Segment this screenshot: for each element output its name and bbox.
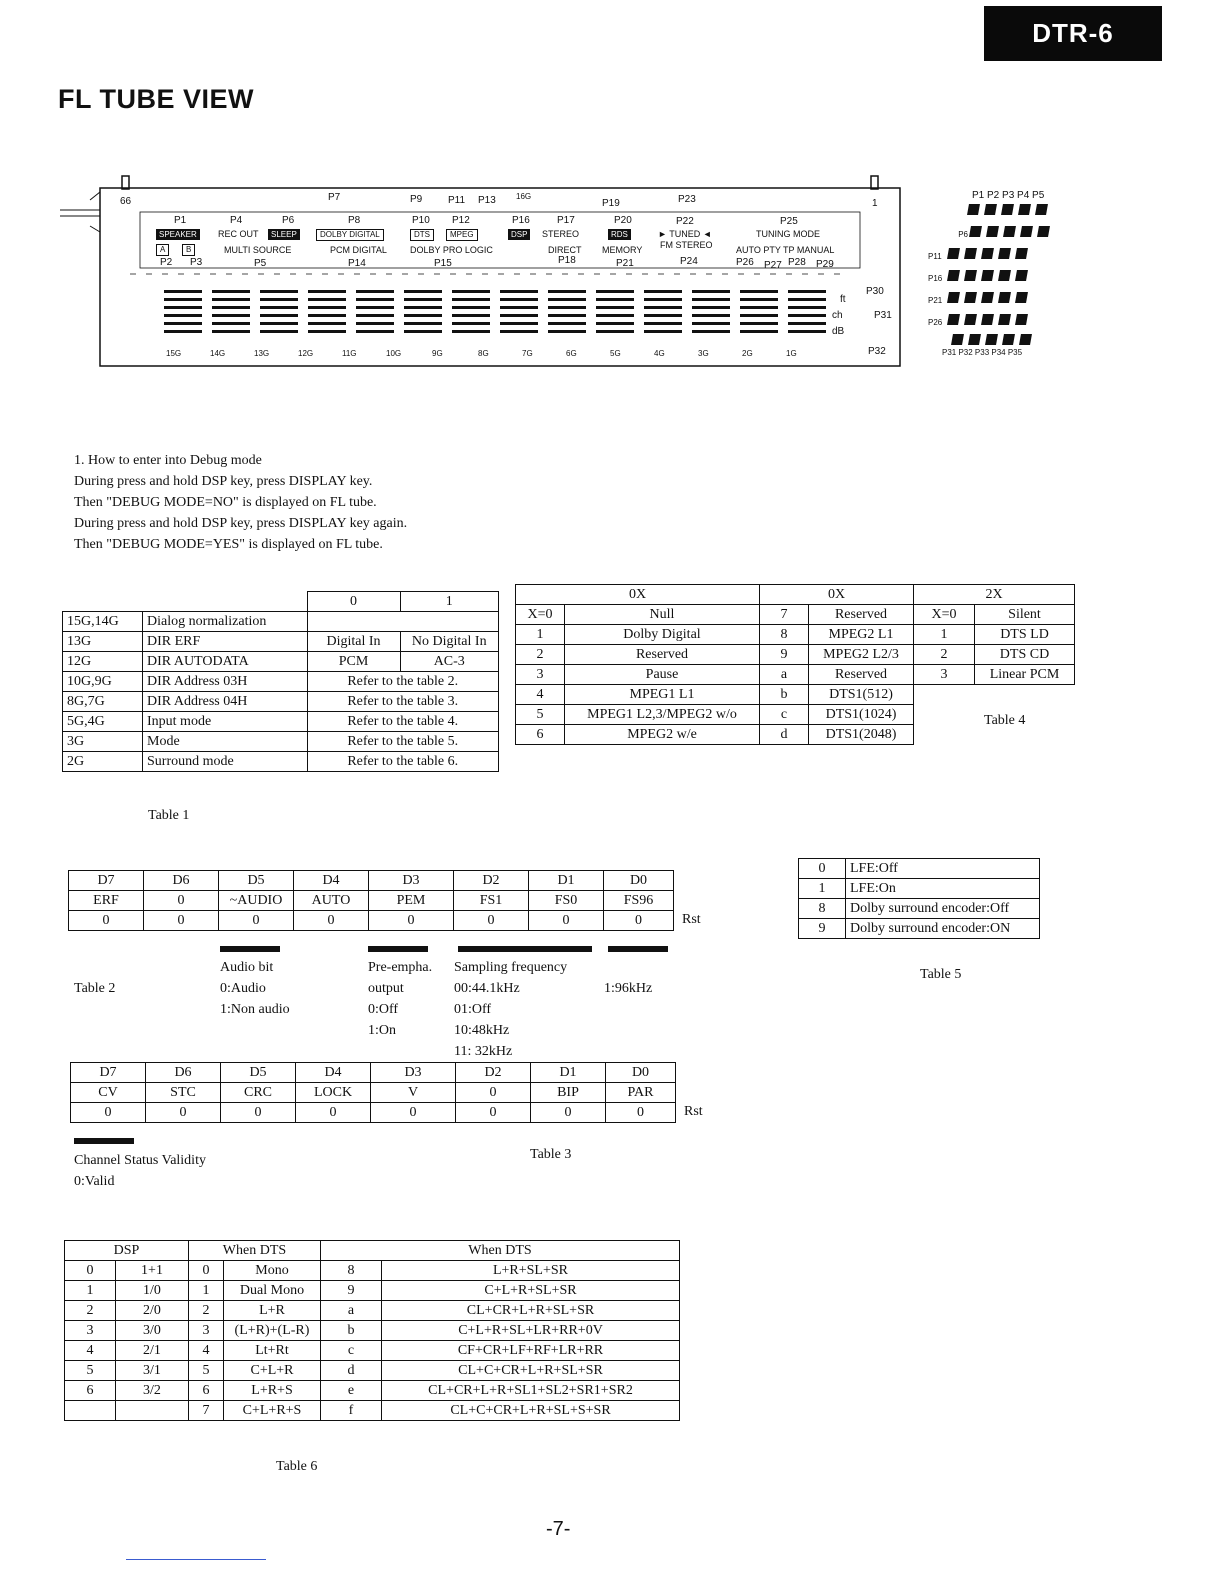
table-row: 3G Mode Refer to the table 5. [63,732,499,752]
table-row: 5 3/1 5 C+L+R d CL+C+CR+L+R+SL+SR [65,1361,680,1381]
pin-label: P7 [328,192,341,203]
pin-label: P13 [478,195,496,206]
pin-label: P28 [788,257,806,268]
table-row: ERF 0 ~AUDIO AUTO PEM FS1 FS0 FS96 [69,891,674,911]
table-1-caption: Table 1 [148,808,190,823]
pin-label: P24 [680,256,698,267]
table-2-caption: Table 2 [74,981,116,996]
pin-label: P20 [614,215,632,226]
grid-label: 9G [432,349,443,358]
grid-label: 7G [522,349,533,358]
pin-label: P32 [868,346,886,357]
instruction-line: 1. How to enter into Debug mode [74,453,262,468]
grid-row: P6 [928,226,1055,240]
grid-row: P26 [928,314,1033,328]
rst-label: Rst [684,1104,703,1119]
table-row: 0X 0X 2X [516,585,1075,605]
fs96-bar [608,946,668,952]
table-row: 5G,4G Input mode Refer to the table 4. [63,712,499,732]
table-row: DSP When DTS When DTS [65,1241,680,1261]
pin-label: P27 [764,260,782,271]
grid-label: 11G [342,349,357,358]
pin-label: 16G [516,192,532,201]
grid-top-labels: P1 P2 P3 P4 P5 [972,190,1045,201]
direct-label: DIRECT [548,245,582,255]
grid-label: 8G [478,349,489,358]
left-pin-number: 66 [120,196,132,207]
pin-label: P8 [348,215,361,226]
table-row: D7 D6 D5 D4 D3 D2 D1 D0 [71,1063,676,1083]
unit-label: dB [832,326,845,337]
grid-label: 15G [166,349,182,358]
pin-label: P17 [557,215,575,226]
table-row: 13G DIR ERF Digital In No Digital In [63,632,499,652]
grid-label: 5G [610,349,621,358]
table-row: X=0 Null 7 Reserved X=0 Silent [516,605,1075,625]
table-6 [64,1240,680,1421]
pin-label: P15 [434,258,452,269]
pin-label: P1 [174,215,187,226]
pin-label: P9 [410,194,423,205]
instruction-line: Then "DEBUG MODE=YES" is displayed on FL tube. [74,537,383,552]
table-row: 6 MPEG2 w/e d DTS1(2048) [516,725,1075,745]
pin-label: P18 [558,255,576,266]
grid-label: 10G [386,349,402,358]
rec-out-label: REC OUT [218,229,259,239]
table-row: 2G Surround mode Refer to the table 6. [63,752,499,772]
table-row: 0 0 0 0 0 0 0 0 [69,911,674,931]
pin-label: P12 [452,215,470,226]
table-row: 9 Dolby surround encoder:ON [799,919,1040,939]
table-row: 15G,14G Dialog normalization [63,612,499,632]
dolby-digital-indicator: DOLBY DIGITAL [316,229,384,241]
grid-label: 3G [698,349,709,358]
table-row: 8G,7G DIR Address 04H Refer to the table 3. [63,692,499,712]
pin-label: P22 [676,216,694,227]
table-row: 1 1/0 1 Dual Mono 9 C+L+R+SL+SR [65,1281,680,1301]
dsp-indicator: DSP [508,229,530,240]
grid-row: P11 [928,248,1033,262]
pin-label: P4 [230,215,243,226]
table-row: 7 C+L+R+S f CL+C+CR+L+R+SL+S+SR [65,1401,680,1421]
audio-bit-bar [220,946,280,952]
table-2 [68,870,674,931]
table-row: 6 3/2 6 L+R+S e CL+CR+L+R+SL1+SL2+SR1+SR2 [65,1381,680,1401]
unit-label: ch [832,310,843,321]
grid-row: P21 [928,292,1033,306]
table-row: 0 0 0 0 0 0 0 0 [71,1103,676,1123]
table-row: 4 MPEG1 L1 b DTS1(512) [516,685,1075,705]
table-row: 5 MPEG1 L2,3/MPEG2 w/o c DTS1(1024) [516,705,1075,725]
fs96-note: 1:96kHz [604,981,653,996]
table-row: 8 Dolby surround encoder:Off [799,899,1040,919]
table-5 [798,858,1040,939]
rds-indicator: RDS [608,229,631,240]
table-row: 12G DIR AUTODATA PCM AC-3 [63,652,499,672]
table-row: 3 3/0 3 (L+R)+(L-R) b C+L+R+SL+LR+RR+0V [65,1321,680,1341]
segment-grid-map [928,190,1088,365]
table-3-caption: Table 3 [530,1147,572,1162]
table-1 [62,591,499,772]
pin-label: P21 [616,258,634,269]
grid-label: 12G [298,349,314,358]
pin-label: P2 [160,257,173,268]
table-row: CV STC CRC LOCK V 0 BIP PAR [71,1083,676,1103]
grid-label: 1G [786,349,797,358]
debug-instructions [74,450,407,555]
table-row: 0 1+1 0 Mono 8 L+R+SL+SR [65,1261,680,1281]
channel-status-bar [74,1138,134,1144]
pin-label: P23 [678,194,696,205]
audio-bit-note: Audio bit 0:Audio 1:Non audio [220,960,290,1017]
table-row: 2 Reserved 9 MPEG2 L2/3 2 DTS CD [516,645,1075,665]
dts-indicator: DTS [410,229,434,241]
table-6-caption: Table 6 [276,1459,318,1474]
pre-emphasis-bar [368,946,428,952]
stereo-label: STEREO [542,229,580,239]
instruction-line: Then "DEBUG MODE=NO" is displayed on FL tube. [74,495,377,510]
instruction-line: During press and hold DSP key, press DISPLAY key. [74,474,373,489]
pcm-digital-label: PCM DIGITAL [330,245,387,255]
a-indicator: A [156,244,169,256]
mpeg-indicator: MPEG [446,229,478,241]
pin-label: P6 [282,215,295,226]
pin-label: P10 [412,215,430,226]
footer-rule [126,1559,266,1560]
pin-label: P19 [602,198,620,209]
memory-label: MEMORY [602,245,643,255]
sleep-indicator: SLEEP [268,229,300,240]
grid-label: 14G [210,349,226,358]
pin-label: P11 [448,195,466,206]
table-row: 1 LFE:On [799,879,1040,899]
pin-label: P31 [874,310,892,321]
tuning-mode-label: TUNING MODE [756,229,820,239]
rst-label: Rst [682,912,701,927]
unit-label: ft [840,294,846,305]
table-row: 0 1 [63,592,499,612]
pre-emphasis-note: Pre-empha. output 0:Off 1:On [368,960,433,1038]
b-indicator: B [182,244,195,256]
grid-row: P16 [928,270,1033,284]
pin-label: P3 [190,257,203,268]
grid-label: 6G [566,349,577,358]
pin-label: P25 [780,216,798,227]
table-4-caption: Table 4 [984,713,1026,728]
auto-pty-label: AUTO PTY TP MANUAL [736,245,835,255]
sampling-note: Sampling frequency 00:44.1kHz 01:Off 10:48kHz 11: 32kHz [454,960,568,1059]
sampling-bar [458,946,592,952]
multi-source-label: MULTI SOURCE [224,245,292,255]
table-row: 2 2/0 2 L+R a CL+CR+L+R+SL+SR [65,1301,680,1321]
pin-label: P5 [254,258,267,269]
table-row: 10G,9G DIR Address 03H Refer to the table 2. [63,672,499,692]
tuned-label: ► TUNED ◄ [658,229,712,239]
instruction-line: During press and hold DSP key, press DISPLAY key again. [74,516,408,531]
table-row: 4 2/1 4 Lt+Rt c CF+CR+LF+RF+LR+RR [65,1341,680,1361]
grid-label: 4G [654,349,665,358]
pin-label: P14 [348,258,366,269]
pin-label: P26 [736,257,754,268]
table-3 [70,1062,676,1123]
grid-row [928,334,1037,348]
grid-label: 2G [742,349,753,358]
speaker-indicator: SPEAKER [156,229,200,240]
grid-bottom-labels: P31 P32 P33 P34 P35 [942,348,1023,357]
fm-stereo-label: FM STEREO [660,240,713,250]
pin-label: P29 [816,259,834,270]
table-row: D7 D6 D5 D4 D3 D2 D1 D0 [69,871,674,891]
grid-row [928,204,1053,218]
right-pin-number: 1 [872,198,878,209]
grid-label: 13G [254,349,270,358]
table-row: 3 Pause a Reserved 3 Linear PCM [516,665,1075,685]
pin-label: P16 [512,215,530,226]
model-badge: DTR-6 [984,6,1162,61]
table-5-caption: Table 5 [920,967,962,982]
dolby-pro-logic-label: DOLBY PRO LOGIC [410,245,493,255]
pin-label: P30 [866,286,884,297]
table-row: 0 LFE:Off [799,859,1040,879]
table-row: 1 Dolby Digital 8 MPEG2 L1 1 DTS LD [516,625,1075,645]
channel-status-note: Channel Status Validity 0:Valid [74,1153,206,1189]
page-number: -7- [546,1518,571,1540]
page-title: FL TUBE VIEW [58,84,255,114]
